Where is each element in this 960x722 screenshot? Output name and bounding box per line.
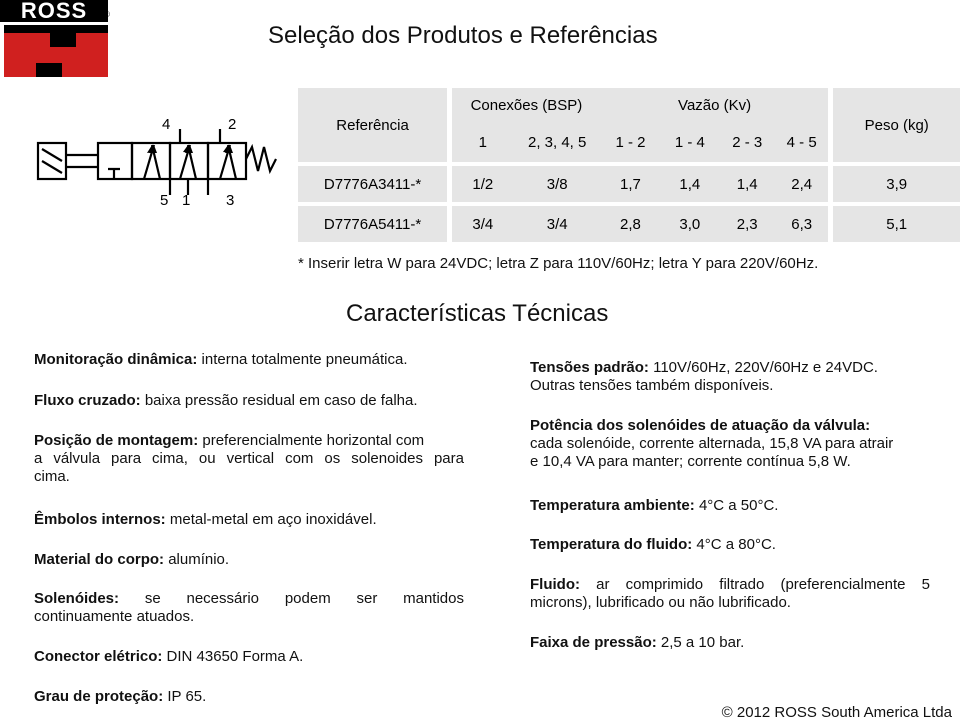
page-title: Seleção dos Produtos e Referências — [268, 22, 658, 49]
port-5-label: 5 — [160, 192, 169, 209]
spec-temp-ambiente — [530, 497, 930, 515]
cell-weight: 5,1 — [886, 215, 908, 233]
spec-monitoracao — [34, 351, 464, 369]
spec-conector — [34, 648, 464, 666]
spec-label: Potência dos solenóides de atuação da válvula: — [530, 417, 871, 434]
port-3-label: 3 — [226, 192, 235, 209]
spec-text-line2: Outras tensões também disponíveis. — [530, 377, 774, 394]
spec-label: Tensões padrão: — [530, 359, 649, 376]
spec-label: Monitoração dinâmica: — [34, 351, 198, 368]
logo-wordmark: ROSS — [0, 0, 108, 22]
spec-text-line2: a válvula para cima, ou vertical com os solenoides para — [34, 450, 464, 467]
spec-text-line2: cada solenóide, corrente alternada, 15,8 VA para atrair — [530, 435, 894, 452]
spec-embolos — [34, 511, 464, 529]
spec-text: interna totalmente pneumática. — [201, 351, 408, 368]
header-peso: Peso (kg) — [831, 88, 960, 162]
spec-fluido — [530, 576, 930, 612]
cell-conn-2345: 3/4 — [546, 215, 568, 233]
spec-label: Solenóides: — [34, 590, 120, 607]
section-title: Características Técnicas — [346, 300, 609, 327]
subheader-flow-45: 4 - 5 — [775, 122, 831, 162]
cell-ref: D7776A3411-* — [298, 166, 450, 202]
ross-logo — [0, 0, 112, 80]
spec-text: 4°C a 80°C. — [696, 536, 776, 553]
spec-tensoes — [530, 359, 930, 395]
header-referencia: Referência — [298, 88, 450, 162]
spec-text: 110V/60Hz, 220V/60Hz e 24VDC. — [653, 359, 878, 376]
cell-flow-14: 3,0 — [679, 215, 701, 233]
spec-label: Grau de proteção: — [34, 688, 164, 705]
port-4-label: 4 — [162, 116, 171, 133]
header-conexoes: Conexões (BSP) — [450, 88, 601, 122]
spec-text: preferencialmente horizontal com — [202, 432, 425, 449]
spec-text: alumínio. — [168, 551, 230, 568]
cell-flow-12: 2,8 — [620, 215, 641, 233]
cell-ref: D7776A5411-* — [298, 206, 450, 242]
spec-label: Temperatura ambiente: — [530, 497, 695, 514]
spec-text-line3: e 10,4 VA para manter; corrente contínua 5,8 W. — [530, 453, 851, 470]
spec-text-line2: continuamente atuados. — [34, 608, 195, 625]
spec-text: ar comprimido filtrado (preferencialmente 5 — [596, 576, 931, 593]
spec-temp-fluido — [530, 536, 930, 554]
table-row — [298, 166, 960, 202]
spec-solenoides — [34, 590, 464, 626]
port-1-label: 1 — [182, 192, 191, 209]
cell-flow-45: 2,4 — [775, 166, 831, 202]
spec-label: Faixa de pressão: — [530, 634, 657, 651]
spec-label: Fluxo cruzado: — [34, 392, 141, 409]
spec-pressao — [530, 634, 930, 652]
header-vazao: Vazão (Kv) — [601, 88, 831, 122]
spec-text: baixa pressão residual em caso de falha. — [144, 392, 418, 409]
cell-weight: 3,9 — [886, 175, 908, 193]
subheader-conn-1: 1 — [450, 122, 514, 162]
spec-text-line2: microns), lubrificado ou não lubrificado. — [530, 594, 791, 611]
voltage-note: * Inserir letra W para 24VDC; letra Z para 110V/60Hz; letra Y para 220V/60Hz. — [298, 255, 819, 272]
logo-emblem — [4, 25, 108, 77]
valve-symbol-diagram — [30, 115, 280, 215]
spec-fluxo — [34, 392, 464, 410]
cell-flow-14: 1,4 — [679, 175, 701, 193]
spec-text: 4°C a 50°C. — [698, 497, 779, 514]
spec-label: Material do corpo: — [34, 551, 165, 568]
spec-material — [34, 551, 464, 569]
cell-conn-2345: 3/8 — [546, 175, 568, 193]
cell-flow-23: 1,4 — [736, 175, 758, 193]
spec-text: DIN 43650 Forma A. — [166, 648, 304, 665]
spec-label: Posição de montagem: — [34, 432, 199, 449]
subheader-flow-23: 2 - 3 — [720, 122, 775, 162]
cell-flow-23: 2,3 — [736, 215, 758, 233]
spec-label: Fluido: — [530, 576, 580, 593]
spec-potencia — [530, 417, 930, 471]
spec-grau — [34, 688, 464, 706]
spec-text: IP 65. — [167, 688, 207, 705]
port-2-label: 2 — [228, 116, 237, 133]
cell-flow-12: 1,7 — [620, 175, 641, 193]
spec-label: Êmbolos internos: — [34, 511, 166, 528]
copyright: © 2012 ROSS South America Ltda — [721, 704, 952, 721]
spec-label: Conector elétrico: — [34, 648, 163, 665]
spec-text-line3: cima. — [34, 468, 70, 485]
spec-posicao — [34, 432, 464, 486]
spec-label: Temperatura do fluido: — [530, 536, 693, 553]
registered-mark: ® — [104, 10, 110, 19]
subheader-flow-14: 1 - 4 — [660, 122, 719, 162]
cell-flow-45: 6,3 — [775, 206, 831, 242]
spec-text: se necessário podem ser mantidos — [144, 590, 464, 607]
spec-text: 2,5 a 10 bar. — [660, 634, 745, 651]
cell-conn-1: 1/2 — [472, 175, 494, 193]
product-table — [298, 88, 960, 242]
subheader-conn-2345: 2, 3, 4, 5 — [514, 122, 601, 162]
spec-text: metal-metal em aço inoxidável. — [169, 511, 377, 528]
subheader-flow-12: 1 - 2 — [601, 122, 660, 162]
cell-conn-1: 3/4 — [472, 215, 494, 233]
table-row — [298, 206, 960, 242]
